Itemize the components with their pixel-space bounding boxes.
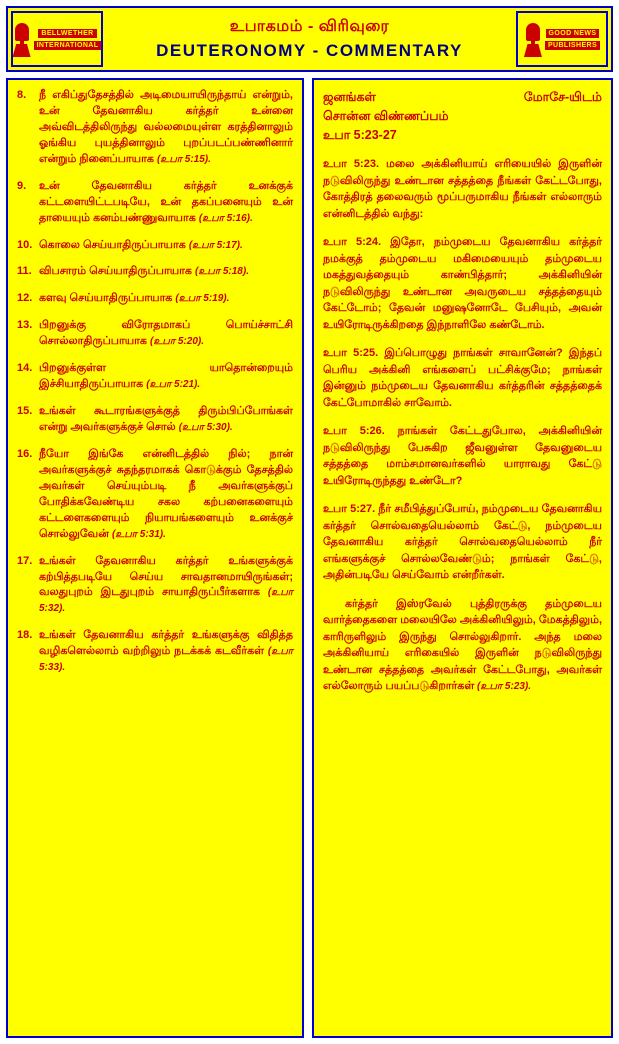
good-news-publishers-logo — [516, 11, 608, 67]
list-item-reference: (உபா 5:30). — [178, 422, 233, 433]
verse-paragraph: உபா 5:25. இப்பொழுது நாங்கள் சாவானேன்? இந்தப் பெரிய அக்கினி எங்களைப் பட்சிக்குமே; நாங்கள் இன்னும் நம்முடைய தேவனாகிய கர்த்தரின் சத்தத்தைக் கேட்போமாகில் சாவோம். — [323, 347, 602, 409]
list-item-body — [39, 264, 293, 280]
list-item — [17, 404, 293, 436]
list-item-number: 18. — [17, 629, 33, 642]
list-item — [17, 628, 293, 676]
list-item-reference: (உபா 5:32). — [39, 587, 293, 615]
section-heading-reference: உபா 5:23-27 — [323, 127, 397, 142]
list-item-text: நீயோ இங்கே என்னிடத்தில் நில்; நான் அவர்களுக்குச் சுதந்தரமாகக் கொடுக்கும் தேசத்தில் அவர்கள் செய்யும்படி நீ அவர்களுக்குப் போதிக்கவேண்டிய சகல கற்பனைகளையும் கட்டளைகளையும் நியாயங்களையும் உனக்குச் சொல்லுவேன் — [39, 447, 293, 540]
left-column — [6, 78, 304, 1038]
section-heading-line1-right: மோசே-யிடம் — [523, 90, 602, 104]
list-item-body — [39, 291, 293, 307]
list-item — [17, 554, 293, 618]
bellwether-international-logo — [11, 11, 103, 67]
list-item-body — [39, 318, 293, 350]
verse-paragraph: உபா 5:23. மலை அக்கினியாய் எரியையில் இருளின் நடுவிலிருந்து உண்டான சத்தத்தை நீங்கள் கேட்டபோது, கோத்திரத் தலைவரும் மூப்பருமாகிய நீங்கள் எல்லாரும் என்னிடத்தில் வந்து: — [323, 158, 602, 220]
verse-paragraph: உபா 5:24. இதோ, நம்முடைய தேவனாகிய கர்த்தர் நமக்குத் தம்முடைய மகிமையையும் தம்முடைய மகத்துவத்தையும் காண்பித்தார்; அக்கினியின் நடுவிலிருந்து உண்டான அவருடைய சத்தத்தையும் கேட்டோம்; தேவன் மனுஷனோடே பேசியும், அவன் உயிரோடிருக்கிறதை இந்நாளிலே கண்டோம். — [323, 236, 602, 331]
commentary-paragraph — [323, 596, 602, 695]
verse-paragraph: உபா 5:26. நாங்கள் கேட்டதுபோல, அக்கினியின் நடுவிலிருந்து பேசுகிற ஜீவனுள்ள தேவனுடைய சத்தத்தை மாம்சமானவர்களில் யாராவது கேட்டு உயிரோடிருந்தது உண்டோ? — [323, 425, 602, 487]
commentary-text: கர்த்தர் இஸ்ரவேல் புத்திரருக்கு தம்முடைய வார்த்தைகளை மலையிலே அக்கினியிலும், மேகத்திலும், காரிருளிலும் இருந்து சொல்லுகிறார். அந்த மலை அக்கினியாய் எரிகையில் இருளின் நடுவிலிருந்து உண்டான சத்தத்தை அவர்கள் கேட்டபோது, அவர்கள் எல்லோரும் பயப்படுகிறார்கள் — [323, 597, 603, 693]
list-item-body — [39, 628, 293, 676]
list-item-number: 13. — [17, 319, 33, 332]
list-item-body — [39, 554, 293, 618]
list-item — [17, 264, 293, 280]
list-item-reference: (உபா 5:15). — [156, 153, 211, 165]
list-item-number: 15. — [17, 405, 33, 418]
list-item-body — [39, 88, 293, 168]
list-item-reference: (உபா 5:31). — [111, 528, 166, 540]
list-item-reference: (உபா 5:33). — [39, 646, 293, 674]
list-item-text: உன் தேவனாகிய கர்த்தர் உனக்குக் கட்டளையிட்டபடியே, உன் தகப்பனையும் உன் தாயையும் கனம்பண்ணுவாயாக — [39, 179, 293, 224]
list-item-number: 17. — [17, 554, 33, 567]
list-item-text: பிறனுக்குள்ள யாதொன்றையும் இச்சியாதிருப்பாயாக — [39, 362, 293, 391]
list-item-text: பிறனுக்கு விரோதமாகப் பொய்ச்சாட்சி சொல்லாதிருப்பாயாக — [39, 319, 293, 348]
list-item-reference: (உபா 5:16). — [198, 212, 253, 224]
list-item — [17, 238, 293, 254]
list-item — [17, 179, 293, 227]
list-item-number: 11. — [17, 265, 32, 278]
list-item-text: விபசாரம் செய்யாதிருப்பாயாக — [39, 265, 195, 278]
section-heading — [323, 88, 602, 144]
list-item-text: கொலை செய்யாதிருப்பாயாக — [39, 238, 189, 251]
bellwether-logo-text — [34, 29, 102, 50]
section-heading-line1-left: ஜனங்கள் — [323, 90, 376, 104]
list-item-body — [39, 447, 293, 543]
list-item-reference: (உபா 5:18). — [195, 266, 249, 278]
commentary-reference: (உபா 5:23). — [474, 681, 532, 693]
list-item-text: நீ எகிப்துதேசத்தில் அடிமையாயிருந்தாய் என்றும், உன் தேவனாகிய கர்த்தர் உன்னை அவ்விடத்திலிருந்து வல்லமையுள்ள கரத்தினாலும் ஓங்கிய புயத்தினாலும் புறப்படப்பண்ணினார் என்றும் நினைப்பாயாக — [39, 89, 293, 165]
bell-icon — [524, 19, 542, 59]
logo-line-1: GOOD NEWS — [546, 29, 600, 38]
list-item — [17, 88, 293, 168]
list-item-body — [39, 179, 293, 227]
good-news-logo-text — [545, 29, 600, 50]
header-titles — [106, 8, 513, 70]
list-item-number: 8. — [17, 89, 27, 101]
right-column — [312, 78, 613, 1038]
list-item-number: 16. — [17, 447, 33, 460]
list-item-body — [39, 404, 293, 436]
logo-line-2: PUBLISHERS — [545, 41, 600, 50]
verse-paragraph: உபா 5:27. நீர் சமீபித்துப்போய், நம்முடைய தேவனாகிய கர்த்தர் சொல்வதையெல்லாம் கேட்டு, நம்முடைய தேவனாகிய கர்த்தர் சொல்வதையெல்லாம் நீர் எங்களுக்குச் சொல்லவேண்டும்; நாங்கள் கேட்டு, அதின்படியே செய்வோம் என்றீர்கள். — [323, 503, 602, 582]
list-item-text: களவு செய்யாதிருப்பாயாக — [39, 292, 176, 305]
list-item-number: 12. — [17, 292, 33, 305]
list-item-number: 10. — [17, 238, 33, 251]
list-item-text: உங்கள் தேவனாகிய கர்த்தர் உங்களுக்கு விதித்த வழிகளெல்லாம் வற்றிலும் நடக்கக் கடவீர்கள் — [39, 629, 293, 658]
bell-icon — [13, 19, 31, 59]
list-item — [17, 447, 293, 543]
list-item-text: உங்கள் கூடாரங்களுக்குத் திரும்பிப்போங்கள் என்று அவர்களுக்குச் சொல் — [39, 405, 293, 433]
list-item — [17, 361, 293, 393]
list-item-text: உங்கள் தேவனாகிய கர்த்தர் உங்களுக்குக் கற்பித்தபடியே செய்ய சாவதானமாயிருங்கள்; வலதுபுறம் இடதுபுறம் சாயாதிருப்பீர்களாக — [39, 554, 293, 599]
list-item-body — [39, 361, 293, 393]
list-item-number: 9. — [17, 179, 27, 192]
list-item-body — [39, 238, 293, 254]
logo-line-1: BELLWETHER — [38, 29, 96, 38]
list-item-reference: (உபா 5:17). — [188, 239, 243, 251]
list-item-reference: (உபா 5:20). — [150, 336, 204, 348]
list-item — [17, 318, 293, 350]
list-item-reference: (உபா 5:21). — [146, 379, 201, 391]
section-heading-line2: சொன்ன விண்ணப்பம் — [323, 108, 449, 123]
logo-line-2: INTERNATIONAL — [34, 41, 102, 50]
list-item-number: 14. — [17, 362, 33, 375]
list-item — [17, 291, 293, 307]
page-header — [6, 6, 613, 72]
page-title-tamil: உபாகமம் - விரிவுரை — [229, 18, 390, 35]
list-item-reference: (உபா 5:19). — [175, 293, 230, 305]
page-title-english: DEUTERONOMY - COMMENTARY — [156, 41, 463, 60]
